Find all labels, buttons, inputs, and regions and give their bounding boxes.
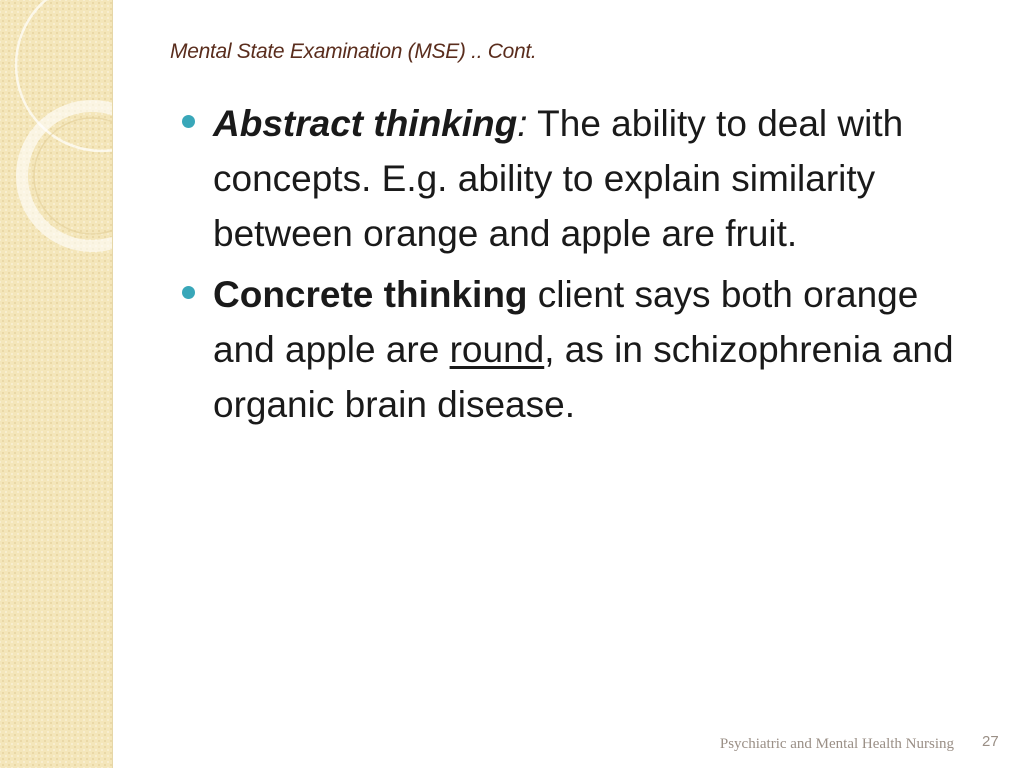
bullet-item-concrete-thinking — [182, 267, 972, 432]
slide-title: Mental State Examination (MSE) .. Cont. — [170, 40, 537, 63]
bullet-term-suffix: : — [517, 103, 528, 144]
decorative-rings-icon — [0, 0, 112, 768]
bullet-term: Abstract thinking — [213, 103, 518, 144]
bullet-list — [182, 96, 972, 438]
footer-text: Psychiatric and Mental Health Nursing — [719, 736, 954, 752]
page-number: 27 — [982, 733, 999, 750]
bullet-text-before: client says both orange and apple are — [213, 274, 919, 370]
bullet-text: The ability to deal with concepts. E.g. ability to explain similarity between orange and apple are fruit. — [213, 103, 904, 254]
bullet-underlined-word: round — [449, 329, 545, 370]
bullet-text-after: , as in schizophrenia and organic brain disease. — [213, 329, 954, 425]
bullet-term: Concrete thinking — [213, 274, 528, 315]
decorative-side-strip — [0, 0, 113, 768]
bullet-item-abstract-thinking — [182, 96, 972, 261]
bullet-icon — [182, 286, 195, 299]
bullet-icon — [182, 115, 195, 128]
